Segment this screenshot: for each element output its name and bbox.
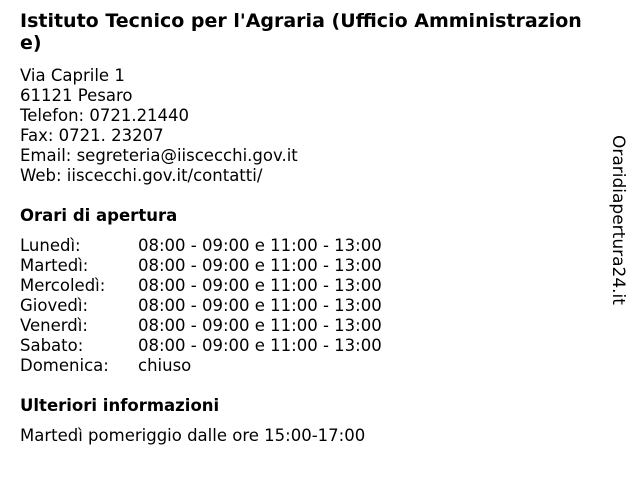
day-hours: 08:00 - 09:00 e 11:00 - 13:00 <box>138 336 382 355</box>
opening-hours-heading: Orari di apertura <box>20 206 178 225</box>
address-block <box>20 66 600 186</box>
additional-info-text: Martedì pomeriggio dalle ore 15:00-17:00 <box>20 426 366 445</box>
day-label: Lunedì: <box>20 236 81 255</box>
day-label: Mercoledì: <box>20 276 106 295</box>
day-label: Domenica: <box>20 356 109 375</box>
hours-row-saturday <box>20 336 382 356</box>
day-hours: 08:00 - 09:00 e 11:00 - 13:00 <box>138 296 382 315</box>
phone-number: Telefon: 0721.21440 <box>20 106 190 125</box>
day-hours: 08:00 - 09:00 e 11:00 - 13:00 <box>138 256 382 275</box>
email-address: Email: segreteria@iiscecchi.gov.it <box>20 146 298 165</box>
day-label: Giovedì: <box>20 296 88 315</box>
city-postal-code: 61121 Pesaro <box>20 86 133 105</box>
hours-row-tuesday <box>20 256 382 276</box>
hours-row-thursday <box>20 296 382 316</box>
hours-row-monday <box>20 236 382 256</box>
business-info-panel <box>20 10 600 446</box>
fax-number: Fax: 0721. 23207 <box>20 126 164 145</box>
additional-info-heading: Ulteriori informazioni <box>20 396 220 415</box>
page-title: Istituto Tecnico per l'Agraria (Ufficio Amministrazione) <box>20 10 582 54</box>
day-hours: 08:00 - 09:00 e 11:00 - 13:00 <box>138 276 382 295</box>
day-hours: chiuso <box>138 356 192 375</box>
hours-row-sunday <box>20 356 382 376</box>
site-watermark: Oraridiapertura24.it <box>608 135 628 305</box>
website: Web: iiscecchi.gov.it/contatti/ <box>20 166 263 185</box>
day-hours: 08:00 - 09:00 e 11:00 - 13:00 <box>138 236 382 255</box>
hours-row-wednesday <box>20 276 382 296</box>
hours-row-friday <box>20 316 382 336</box>
opening-hours-table <box>20 236 382 376</box>
day-label: Sabato: <box>20 336 84 355</box>
street-address: Via Caprile 1 <box>20 66 125 85</box>
day-label: Martedì: <box>20 256 89 275</box>
day-hours: 08:00 - 09:00 e 11:00 - 13:00 <box>138 316 382 335</box>
day-label: Venerdì: <box>20 316 88 335</box>
